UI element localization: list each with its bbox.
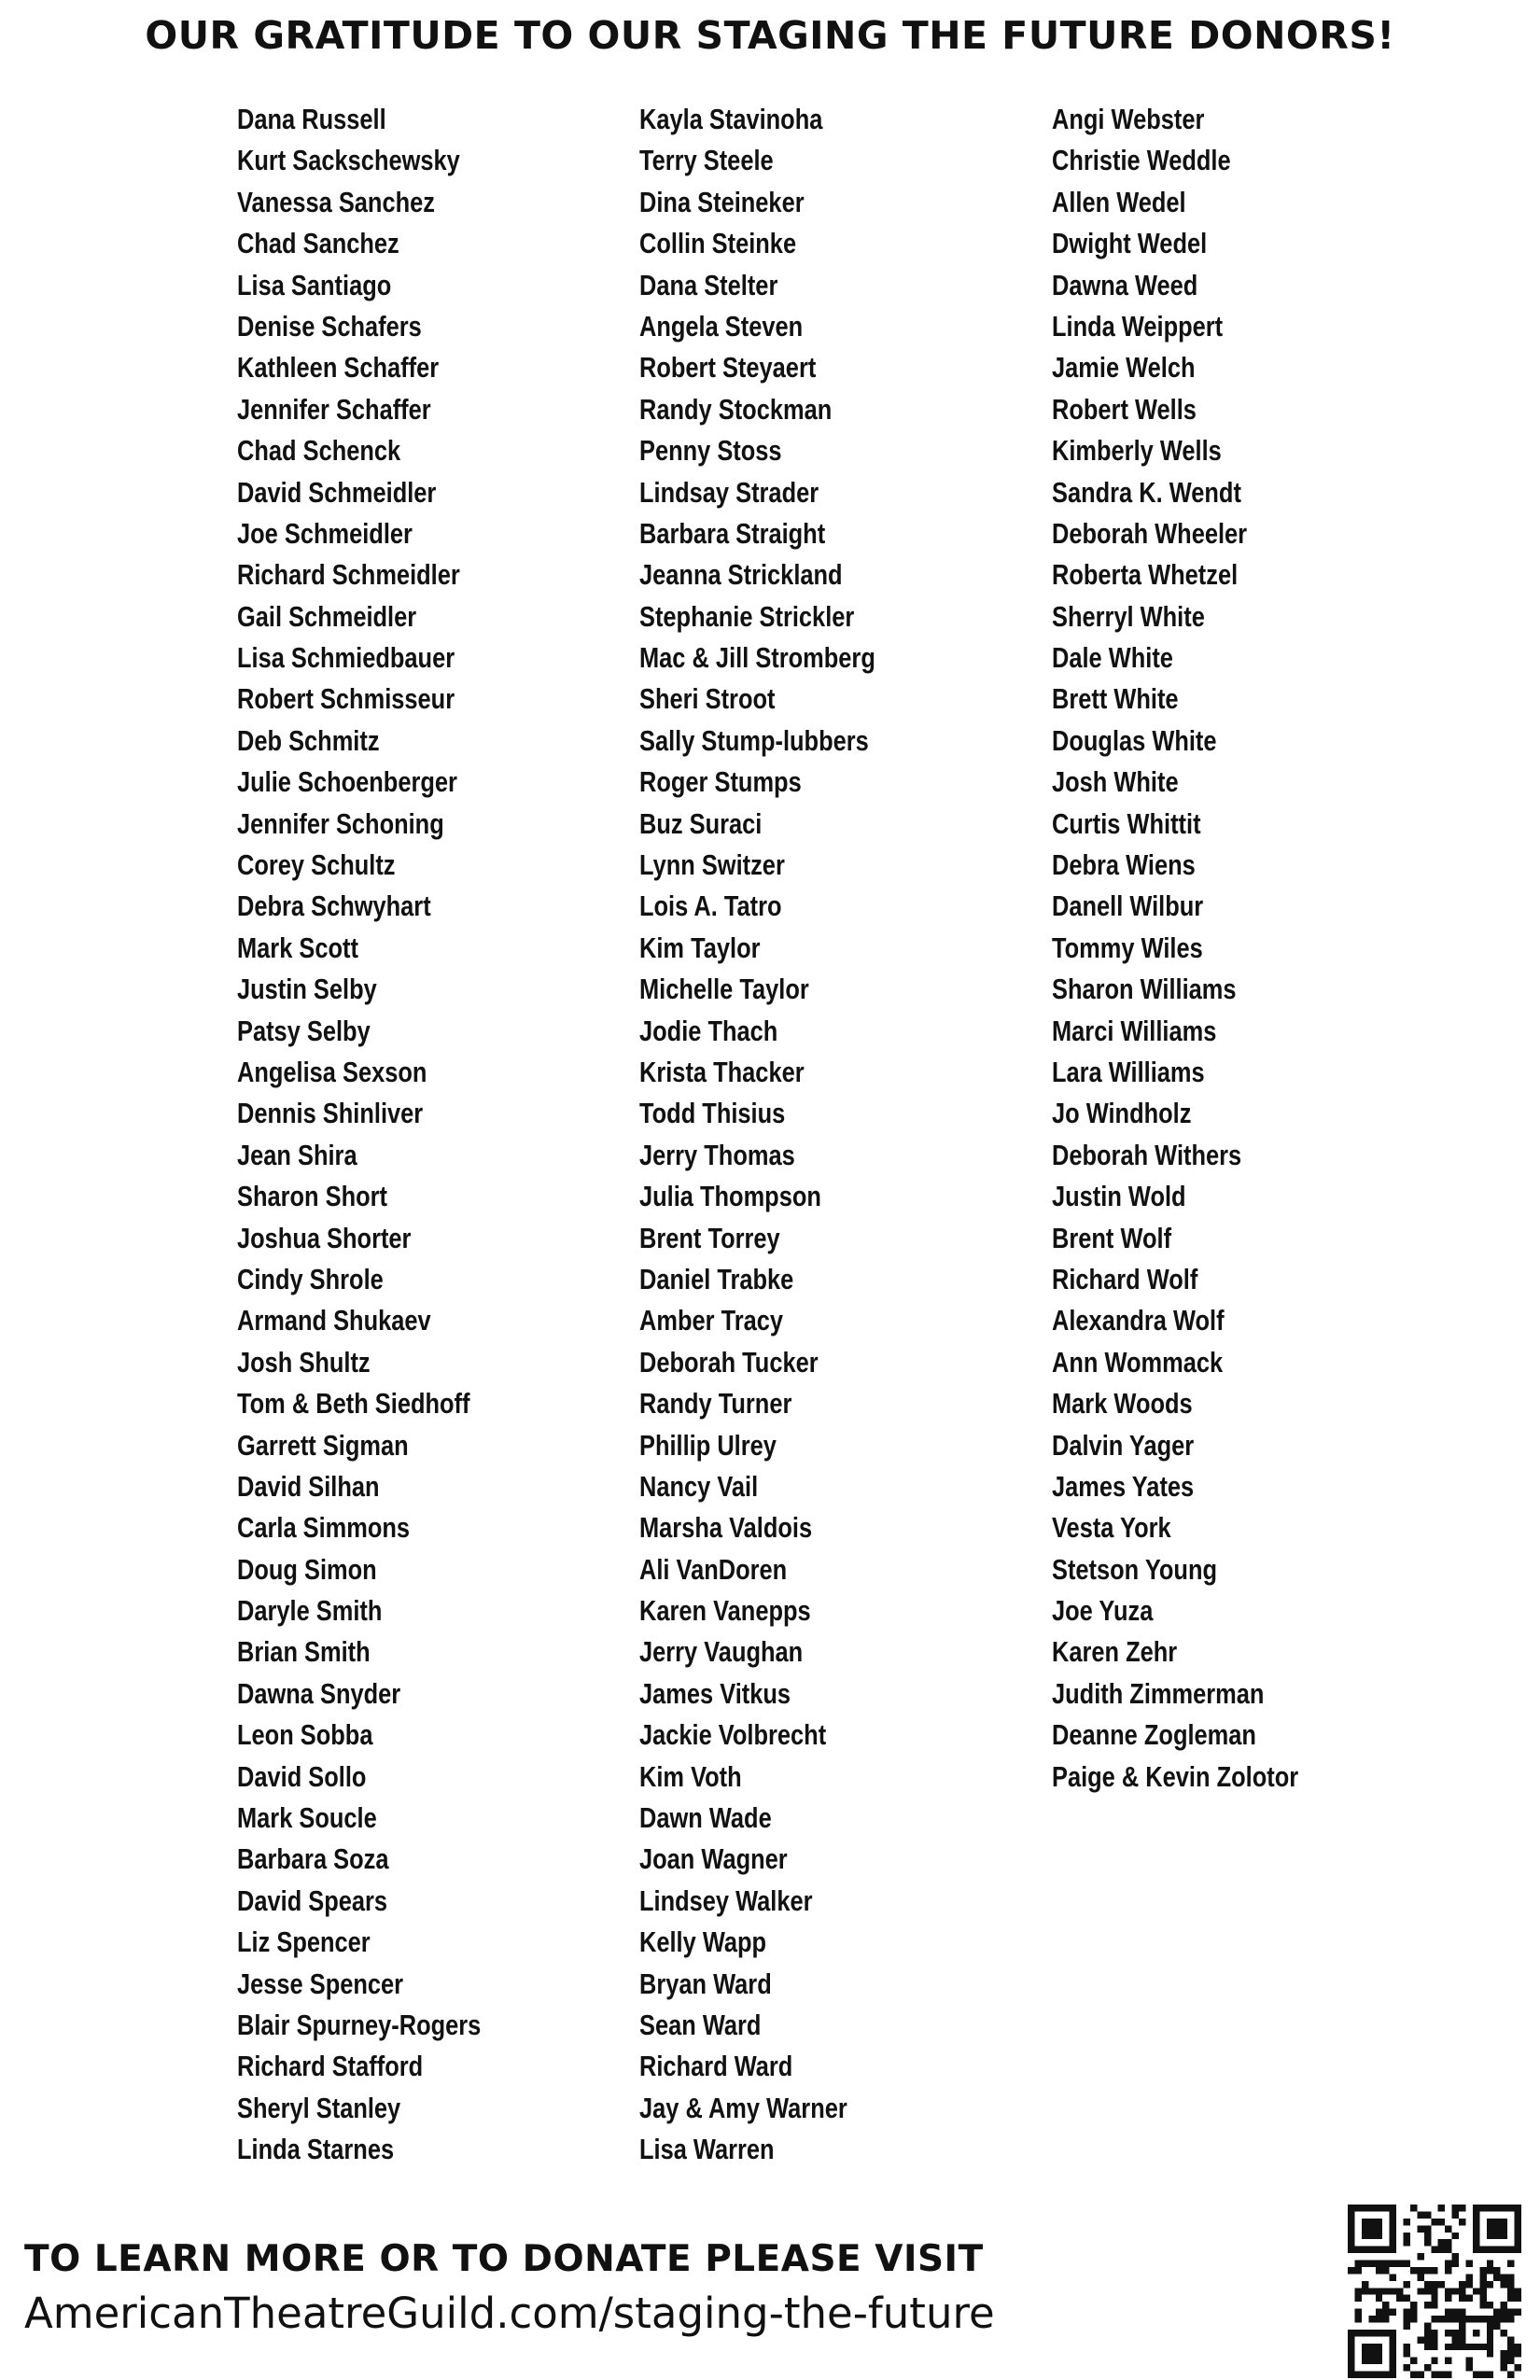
donor-name: Lara Williams xyxy=(1052,1055,1205,1088)
donor-name: Robert Wells xyxy=(1052,392,1197,426)
donor-name: Jo Windholz xyxy=(1052,1097,1192,1130)
donor-name: Lindsay Strader xyxy=(639,475,819,509)
donor-name: Buz Suraci xyxy=(639,806,763,840)
donor-name: Chad Sanchez xyxy=(237,227,399,260)
donor-name: Kelly Wapp xyxy=(639,1925,767,1959)
donor-name: Kim Taylor xyxy=(639,931,761,964)
donor-name: Richard Ward xyxy=(639,2050,793,2083)
donor-name: Dalvin Yager xyxy=(1052,1428,1195,1462)
donor-name: Bryan Ward xyxy=(639,1967,772,2000)
donor-name: Jackie Volbrecht xyxy=(639,1718,827,1752)
donor-name: Jamie Welch xyxy=(1052,351,1196,385)
donor-name: Leon Sobba xyxy=(237,1718,373,1752)
donor-name: Debra Schwyhart xyxy=(237,889,431,923)
donor-name: James Vitkus xyxy=(639,1676,791,1710)
donor-name: Armand Shukaev xyxy=(237,1304,431,1337)
donor-name: Liz Spencer xyxy=(237,1925,371,1959)
donor-name: Garrett Sigman xyxy=(237,1428,409,1462)
donor-name: Kimberly Wells xyxy=(1052,434,1222,468)
donor-name: Roberta Whetzel xyxy=(1052,558,1239,592)
donor-name: Douglas White xyxy=(1052,723,1217,757)
donor-column-3 xyxy=(1052,99,1352,1798)
donor-name: Stephanie Strickler xyxy=(639,599,855,633)
donor-name: Josh White xyxy=(1052,765,1179,799)
donor-column-1 xyxy=(237,99,535,2171)
donor-name: Deanne Zogleman xyxy=(1052,1718,1256,1752)
donor-name: Angela Steven xyxy=(639,309,804,343)
donor-name: Amber Tracy xyxy=(639,1304,784,1337)
donor-name: Lindsey Walker xyxy=(639,1883,813,1917)
donor-name: Dawn Wade xyxy=(639,1801,772,1835)
donor-name: Jerry Thomas xyxy=(639,1138,795,1171)
donor-name: Deborah Wheeler xyxy=(1052,516,1248,550)
donor-name: Jerry Vaughan xyxy=(639,1635,804,1669)
donor-column-2 xyxy=(639,99,927,2171)
donor-name: Jodie Thach xyxy=(639,1014,778,1047)
donor-name: Lynn Switzer xyxy=(639,848,785,882)
donor-name: Krista Thacker xyxy=(639,1055,805,1088)
donor-name: Phillip Ulrey xyxy=(639,1428,777,1462)
donor-name: Karen Zehr xyxy=(1052,1635,1178,1669)
donor-name: Justin Selby xyxy=(237,973,377,1006)
donor-name: Angi Webster xyxy=(1052,103,1205,135)
donor-name: Brent Wolf xyxy=(1052,1221,1172,1254)
donor-name: Brett White xyxy=(1052,682,1179,716)
donor-name: Gail Schmeidler xyxy=(237,599,417,633)
donor-name: Linda Starnes xyxy=(237,2133,395,2166)
donor-name: Sharon Williams xyxy=(1052,973,1237,1006)
donor-name: Brian Smith xyxy=(237,1635,371,1669)
donor-name: Terry Steele xyxy=(639,144,774,177)
donor-name: Penny Stoss xyxy=(639,434,782,468)
donor-name: Dawna Snyder xyxy=(237,1676,401,1710)
donor-name: Joshua Shorter xyxy=(237,1221,412,1254)
donor-name: Dawna Weed xyxy=(1052,268,1198,301)
donor-name: Julie Schoenberger xyxy=(237,765,457,799)
donor-name: Dennis Shinliver xyxy=(237,1097,424,1130)
donor-name: Vanessa Sanchez xyxy=(237,185,435,218)
donor-name: Alexandra Wolf xyxy=(1052,1304,1225,1337)
donor-name: Tom & Beth Siedhoff xyxy=(237,1387,470,1421)
donor-name: Linda Weippert xyxy=(1052,309,1224,343)
donor-name: David Schmeidler xyxy=(237,475,437,509)
donor-name: Jay & Amy Warner xyxy=(639,2091,847,2124)
donor-name: Deborah Withers xyxy=(1052,1138,1242,1171)
page-title: OUR GRATITUDE TO OUR STAGING THE FUTURE DONORS! xyxy=(145,13,1395,58)
donor-name: Richard Stafford xyxy=(237,2050,424,2083)
donor-name: Ali VanDoren xyxy=(639,1552,788,1586)
donor-name: Joan Wagner xyxy=(639,1842,788,1876)
donor-name: Richard Schmeidler xyxy=(237,558,460,592)
donor-name: Danell Wilbur xyxy=(1052,889,1204,923)
donor-name: Vesta York xyxy=(1052,1511,1171,1545)
donor-name: Debra Wiens xyxy=(1052,848,1196,882)
donor-name: Kurt Sackschewsky xyxy=(237,144,460,177)
donor-name: Dana Stelter xyxy=(639,268,778,301)
donor-name: Kim Voth xyxy=(639,1759,742,1793)
donor-name: Michelle Taylor xyxy=(639,973,809,1006)
donor-name: Sherryl White xyxy=(1052,599,1205,633)
donor-name: Marci Williams xyxy=(1052,1014,1217,1047)
donor-name: Kayla Stavinoha xyxy=(639,103,823,135)
donor-name: Sheri Stroot xyxy=(639,682,776,716)
donor-name: Sheryl Stanley xyxy=(237,2091,401,2124)
donor-name: Lisa Santiago xyxy=(237,268,392,301)
donor-name: Mark Scott xyxy=(237,931,358,964)
donate-url-link[interactable]: AmericanTheatreGuild.com/staging-the-future xyxy=(24,2289,995,2338)
donor-name: Dana Russell xyxy=(237,103,386,135)
donor-name: Richard Wolf xyxy=(1052,1262,1198,1295)
donor-name: David Spears xyxy=(237,1883,388,1917)
donor-name: Tommy Wiles xyxy=(1052,931,1203,964)
donor-name: Lisa Schmiedbauer xyxy=(237,641,455,675)
donor-name: Allen Wedel xyxy=(1052,185,1186,218)
donor-name: Collin Steinke xyxy=(639,227,797,260)
donor-name: Nancy Vail xyxy=(639,1469,759,1503)
donor-name: Sean Ward xyxy=(639,2008,762,2041)
donor-name: Jeanna Strickland xyxy=(639,558,843,592)
donor-name: Paige & Kevin Zolotor xyxy=(1052,1759,1299,1793)
donor-name: Brent Torrey xyxy=(639,1221,780,1254)
donor-name: Cindy Shrole xyxy=(237,1262,384,1295)
donor-name: Julia Thompson xyxy=(639,1180,821,1213)
donor-name: Stetson Young xyxy=(1052,1552,1218,1586)
donor-name: Josh Shultz xyxy=(237,1345,371,1379)
donor-name: Chad Schenck xyxy=(237,434,401,468)
donor-name: David Silhan xyxy=(237,1469,380,1503)
donor-name: James Yates xyxy=(1052,1469,1195,1503)
donor-name: Justin Wold xyxy=(1052,1180,1186,1213)
donor-name: Karen Vanepps xyxy=(639,1594,811,1628)
donor-name: Dina Steineker xyxy=(639,185,805,218)
donor-name: Jennifer Schaffer xyxy=(237,392,431,426)
donor-name: Deborah Tucker xyxy=(639,1345,819,1379)
donor-name: Patsy Selby xyxy=(237,1014,371,1047)
donor-name: Daryle Smith xyxy=(237,1594,383,1628)
donor-name: Sandra K. Wendt xyxy=(1052,475,1241,509)
donor-name: Joe Schmeidler xyxy=(237,516,413,550)
donor-name: Daniel Trabke xyxy=(639,1262,794,1295)
donor-name: Roger Stumps xyxy=(639,765,802,799)
donor-name: Joe Yuza xyxy=(1052,1594,1154,1628)
donor-name: Doug Simon xyxy=(237,1552,377,1586)
donor-name: Jean Shira xyxy=(237,1138,357,1171)
donor-name: David Sollo xyxy=(237,1759,367,1793)
donor-name: Marsha Valdois xyxy=(639,1511,813,1545)
donor-name: Randy Stockman xyxy=(639,392,833,426)
donor-name: Kathleen Schaffer xyxy=(237,351,440,385)
donor-name: Mark Woods xyxy=(1052,1387,1193,1421)
donor-name: Mac & Jill Stromberg xyxy=(639,641,875,675)
donor-name: Carla Simmons xyxy=(237,1511,411,1545)
donor-name: Mark Soucle xyxy=(237,1801,377,1835)
donor-name: Jesse Spencer xyxy=(237,1967,404,2000)
donor-name: Blair Spurney-Rogers xyxy=(237,2008,482,2041)
donor-name: Angelisa Sexson xyxy=(237,1055,427,1088)
donor-name: Sally Stump-lubbers xyxy=(639,723,869,757)
qr-code-icon[interactable] xyxy=(1348,2205,1521,2378)
donor-name: Lois A. Tatro xyxy=(639,889,782,923)
donor-name: Denise Schafers xyxy=(237,309,422,343)
donor-name: Barbara Soza xyxy=(237,1842,389,1876)
donor-name: Robert Steyaert xyxy=(639,351,817,385)
donor-name: Judith Zimmerman xyxy=(1052,1676,1265,1710)
donor-name: Robert Schmisseur xyxy=(237,682,455,716)
donate-call-to-action: TO LEARN MORE OR TO DONATE PLEASE VISIT xyxy=(24,2238,984,2280)
donor-name: Jennifer Schoning xyxy=(237,806,444,840)
donor-name: Corey Schultz xyxy=(237,848,396,882)
donor-name: Lisa Warren xyxy=(639,2133,775,2166)
donor-name: Sharon Short xyxy=(237,1180,388,1213)
donor-name: Barbara Straight xyxy=(639,516,826,550)
donor-name: Curtis Whittit xyxy=(1052,806,1201,840)
donor-name: Randy Turner xyxy=(639,1387,792,1421)
donor-name: Deb Schmitz xyxy=(237,723,380,757)
donor-name: Ann Wommack xyxy=(1052,1345,1224,1379)
donor-name: Dwight Wedel xyxy=(1052,227,1208,260)
donor-name: Dale White xyxy=(1052,641,1173,675)
donor-name: Christie Weddle xyxy=(1052,144,1231,177)
donor-name: Todd Thisius xyxy=(639,1097,786,1130)
